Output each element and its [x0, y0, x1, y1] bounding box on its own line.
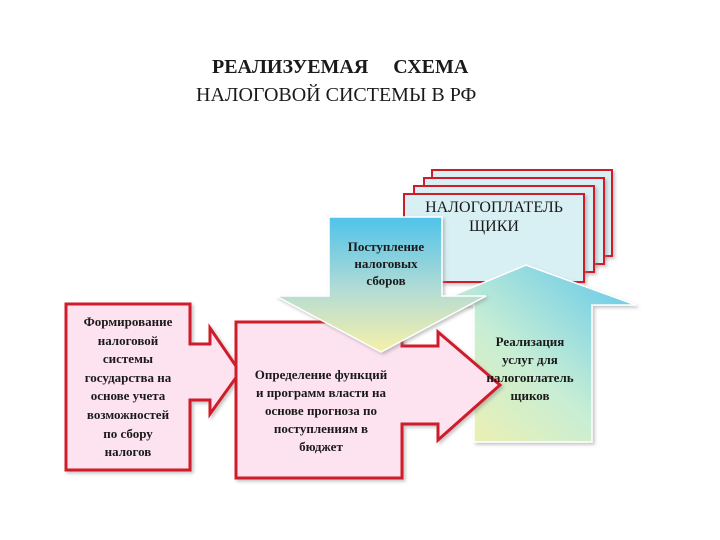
taxpayers-line-1: НАЛОГОПЛАТЕЛЬ [425, 199, 563, 216]
realization-label [473, 333, 587, 405]
definition-line-2: и программ власти на [255, 385, 387, 400]
taxpayers-label [405, 198, 583, 236]
realization-line-2: услуг для [502, 352, 558, 367]
realization-line-4: щиков [510, 388, 550, 403]
formation-line-7: по сбору [103, 425, 153, 441]
definition-line-3: основе прогноза по [264, 403, 378, 418]
diagram-title-line-2: НАЛОГОВОЙ СИСТЕМЫ В РФ [196, 84, 477, 106]
formation-line-2: налоговой [97, 332, 159, 348]
diagram-title-line-1: РЕАЛИЗУЕМАЯ СХЕМА [212, 56, 469, 78]
inflow-line-1: Поступление [347, 239, 425, 254]
formation-line-6: возможностей [86, 406, 170, 422]
formation-line-8: налогов [104, 444, 152, 460]
inflow-line-2: налоговых [354, 256, 418, 271]
formation-line-1: Формирование [83, 314, 173, 329]
definition-line-4: поступлениям в [273, 421, 369, 436]
formation-label [68, 313, 188, 462]
formation-line-4: государства на [84, 369, 172, 385]
definition-label [240, 366, 402, 456]
inflow-line-3: сборов [366, 273, 406, 288]
inflow-label [333, 238, 439, 289]
taxpayers-line-2: ЩИКИ [469, 218, 519, 235]
definition-line-1: Определение функций [254, 367, 388, 382]
formation-line-3: системы [102, 351, 154, 367]
formation-line-5: основе учета [90, 388, 166, 404]
definition-line-5: бюджет [299, 439, 343, 454]
realization-line-3: налогоплатель [486, 370, 574, 385]
realization-line-1: Реализация [495, 334, 565, 349]
